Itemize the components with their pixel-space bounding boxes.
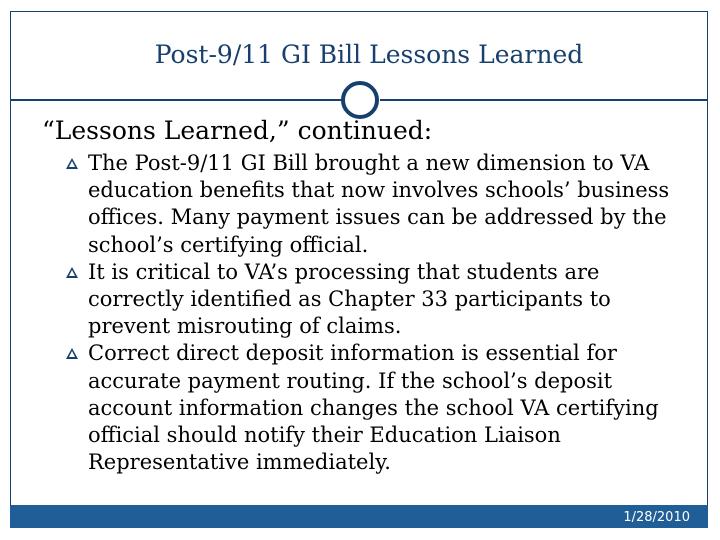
slide-subtitle: “Lessons Learned,” continued: bbox=[42, 116, 433, 145]
footer-bar bbox=[10, 505, 708, 528]
bullet-item bbox=[66, 150, 676, 259]
triangle-bullet-icon bbox=[66, 267, 78, 278]
bullet-text: It is critical to VA’s processing that students are correctly identified as Chapter 33 participants to prevent misrouting of claims. bbox=[88, 259, 611, 339]
bullet-text: The Post-9/11 GI Bill brought a new dimension to VA education benefits that now involves schools’ business offices. Many payment issues can be addressed by the school’s certifying official. bbox=[88, 151, 670, 257]
footer-date: 1/28/2010 bbox=[623, 510, 690, 525]
title-divider-right bbox=[380, 99, 708, 101]
bullet-item bbox=[66, 259, 676, 341]
bullet-list bbox=[66, 150, 676, 476]
bullet-text: Correct direct deposit information is essential for accurate payment routing. If the school’s deposit account information changes the school VA certifying official should notify their Education Liaison Representative immediately. bbox=[88, 341, 659, 475]
bullet-item bbox=[66, 340, 676, 476]
triangle-bullet-icon bbox=[66, 158, 78, 169]
slide-title: Post-9/11 GI Bill Lessons Learned bbox=[154, 40, 584, 69]
title-divider-left bbox=[10, 99, 344, 101]
triangle-bullet-icon bbox=[66, 348, 78, 359]
